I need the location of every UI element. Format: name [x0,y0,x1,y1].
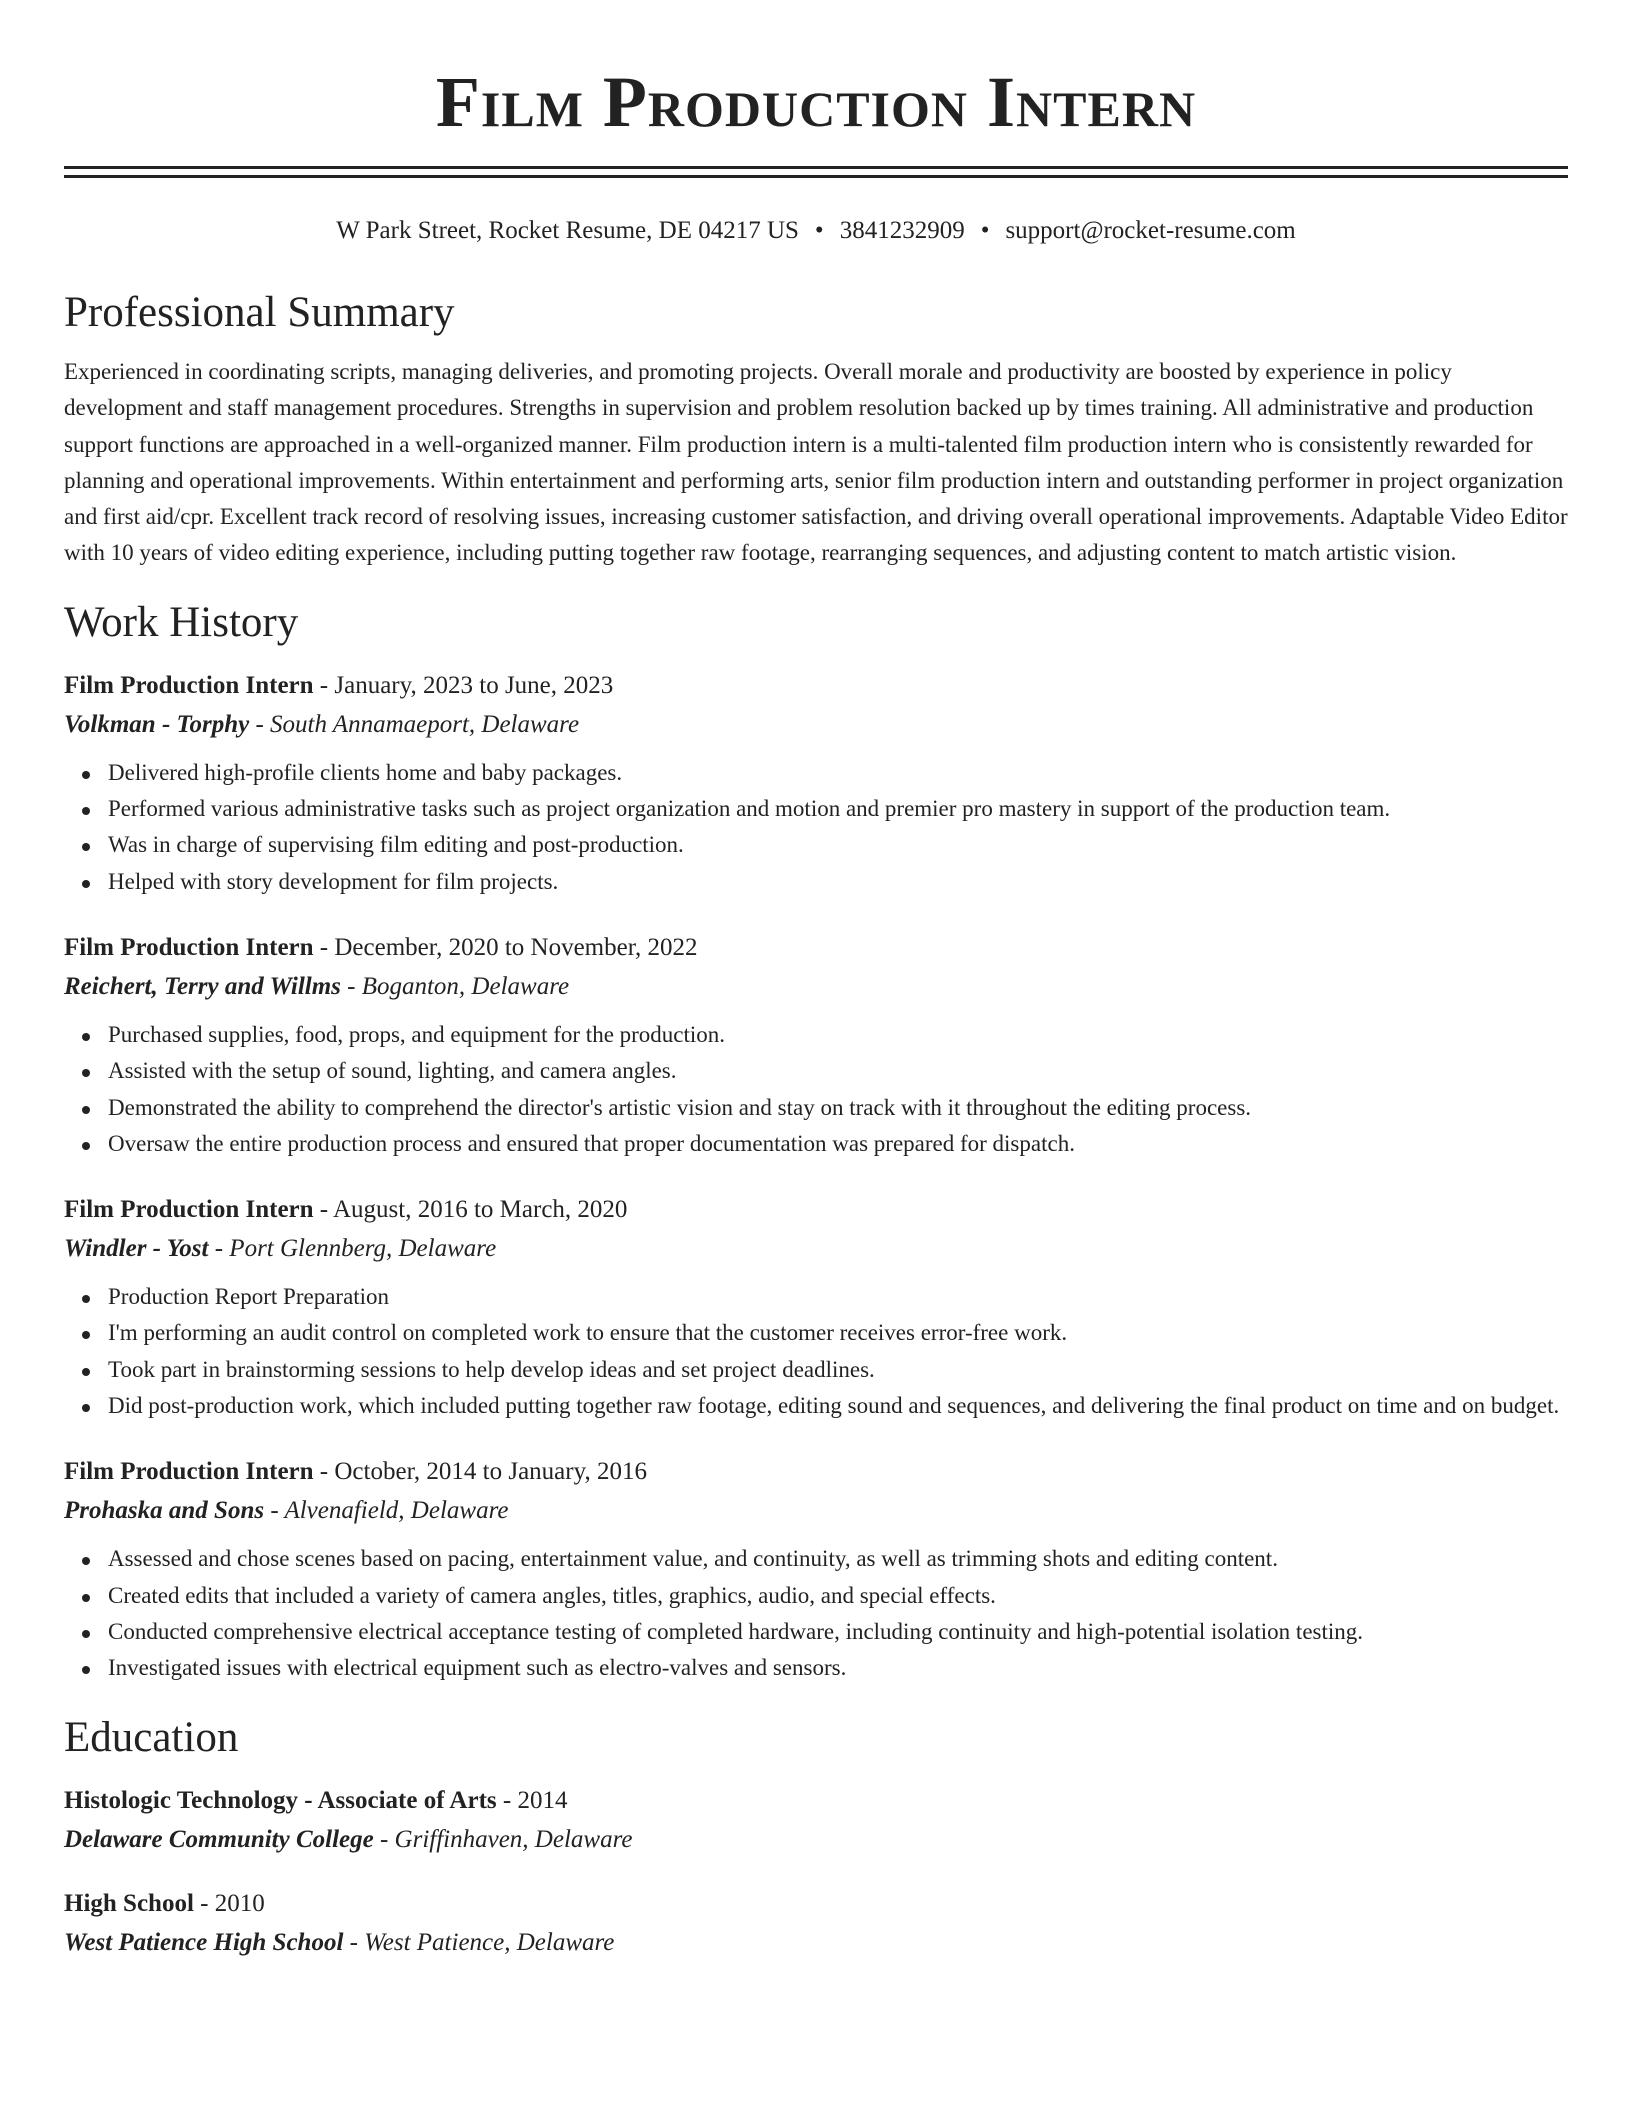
contact-address: W Park Street, Rocket Resume, DE 04217 US [336,217,799,244]
job-bullet: Purchased supplies, food, props, and equipment for the production. [108,1017,1568,1053]
contact-separator: • [980,217,990,244]
job-dates: - January, 2023 to June, 2023 [313,671,614,699]
contact-email: support@rocket-resume.com [1005,217,1296,244]
job-bullet: Assisted with the setup of sound, lighting, and camera angles. [108,1053,1568,1089]
job-dates: - December, 2020 to November, 2022 [313,933,698,961]
job-company-line [64,971,1568,1003]
job-role: Film Production Intern [64,1196,314,1224]
job-bullet: Production Report Preparation [108,1279,1568,1315]
job-bullet: Helped with story development for film projects. [108,864,1568,900]
job-location: - Boganton, Delaware [340,972,570,1000]
work-history-heading: Work History [64,598,299,646]
header-rule-top [64,166,1568,169]
education-entry [64,1785,1568,1856]
job-bullets [64,1541,1568,1686]
education-school-line [64,1824,1568,1856]
job-dates: - August, 2016 to March, 2020 [313,1196,628,1224]
job-bullet: Took part in brainstorming sessions to help develop ideas and set project deadlines. [108,1352,1568,1388]
education-school-line [64,1927,1568,1959]
job-bullet: Created edits that included a variety of camera angles, titles, graphics, audio, and special effects. [108,1578,1568,1614]
job-bullet: Conducted comprehensive electrical acceptance testing of completed hardware, including continuity and high-potential isolation testing. [108,1614,1568,1650]
job-bullet: Demonstrated the ability to comprehend the director's artistic vision and stay on track with it throughout the editing process. [108,1090,1568,1126]
job-title-line [64,1194,1568,1226]
education-year: - 2014 [496,1786,568,1814]
job-bullet: Assessed and chose scenes based on pacing, entertainment value, and continuity, as well as trimming shots and editing content. [108,1541,1568,1577]
job-company: Volkman - Torphy [64,710,250,738]
education-degree-line [64,1785,1568,1817]
summary-text: Experienced in coordinating scripts, managing deliveries, and promoting projects. Overall morale and productivity are boosted by experience in policy development and staff management procedures. Strengths in supervision and problem resolution backed up by times training. All administrative and production support functions are approached in a well-organized manner. Film production intern is a multi-talented film production intern who is consistently rewarded for planning and operational improvements. Within entertainment and performing arts, senior film production intern and outstanding performer in project organization and first aid/cpr. Excellent track record of resolving issues, increasing customer satisfaction, and driving overall operational improvements. Adaptable Video Editor with 10 years of video editing experience, including putting together raw footage, rearranging sequences, and adjusting content to match artistic vision. [64,359,1568,566]
education-degree: High School [64,1889,194,1917]
job-company-line [64,1495,1568,1527]
job-company: Reichert, Terry and Willms [64,972,341,1000]
job-bullet: Investigated issues with electrical equipment such as electro-valves and sensors. [108,1650,1568,1686]
job-bullets [64,1017,1568,1162]
job-bullet: Oversaw the entire production process and ensured that proper documentation was prepared for dispatch. [108,1126,1568,1162]
header-rule-bottom [64,175,1568,178]
education-entry [64,1888,1568,1959]
job-entry [64,670,1568,900]
education-year: - 2010 [193,1889,265,1917]
job-bullet: Delivered high-profile clients home and baby packages. [108,755,1568,791]
job-bullet: Performed various administrative tasks such as project organization and motion and premier pro mastery in support of the production team. [108,791,1568,827]
contact-separator: • [814,217,824,244]
job-bullet: Was in charge of supervising film editing and post-production. [108,827,1568,863]
job-entry [64,932,1568,1162]
education-degree: Histologic Technology - Associate of Arts [64,1786,497,1814]
job-title-line [64,932,1568,964]
summary-heading: Professional Summary [64,289,455,336]
resume-name: Film Production Intern [435,62,1197,142]
job-dates: - October, 2014 to January, 2016 [313,1458,647,1486]
job-entry [64,1194,1568,1424]
education-degree-line [64,1888,1568,1920]
job-bullets [64,1279,1568,1424]
job-location: - Alvenafield, Delaware [264,1497,509,1525]
job-entry [64,1456,1568,1686]
education-location: - West Patience, Delaware [343,1928,615,1956]
contact-phone: 3841232909 [839,217,965,244]
education-school: Delaware Community College [64,1825,374,1853]
job-title-line [64,1456,1568,1488]
job-company: Prohaska and Sons [64,1497,265,1525]
job-bullets [64,755,1568,900]
job-title-line [64,670,1568,702]
job-bullet: Did post-production work, which included putting together raw footage, editing sound and sequences, and delivering the final product on time and on budget. [108,1388,1568,1424]
job-location: - South Annamaeport, Delaware [249,710,580,738]
job-role: Film Production Intern [64,671,314,699]
job-role: Film Production Intern [64,1458,314,1486]
education-location: - Griffinhaven, Delaware [373,1825,633,1853]
job-location: - Port Glennberg, Delaware [208,1235,497,1263]
job-company: Windler - Yost [64,1235,209,1263]
job-bullet: I'm performing an audit control on completed work to ensure that the customer receives error-free work. [108,1315,1568,1351]
job-company-line [64,1233,1568,1265]
contact-line [64,216,1568,246]
job-role: Film Production Intern [64,933,314,961]
education-school: West Patience High School [64,1928,344,1956]
education-heading: Education [64,1713,239,1761]
job-company-line [64,709,1568,741]
